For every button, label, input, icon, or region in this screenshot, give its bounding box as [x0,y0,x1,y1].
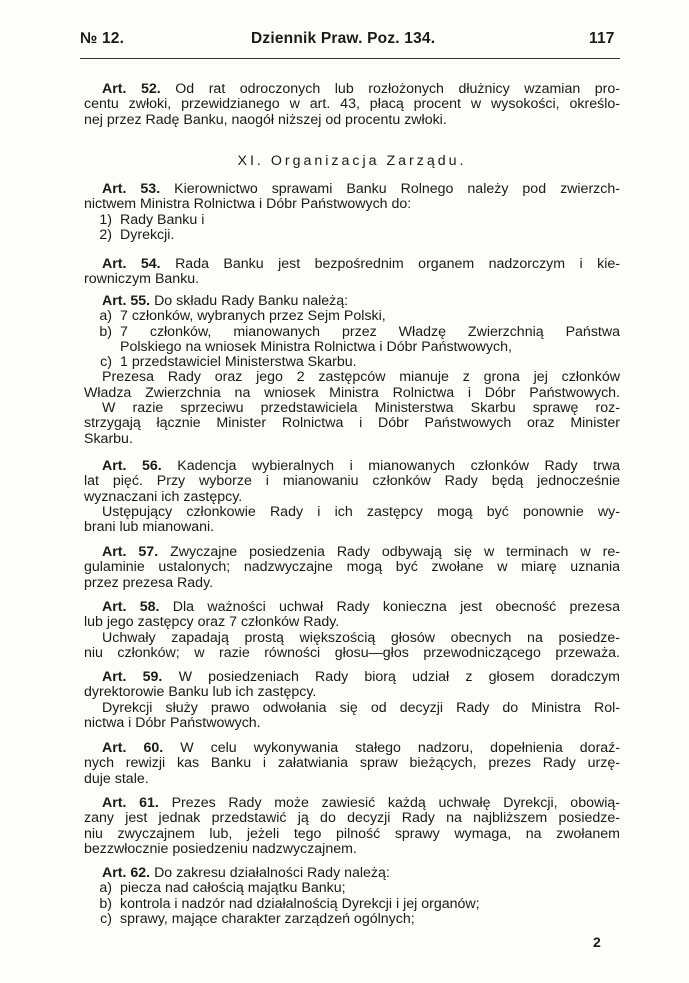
list-marker: c) [100,910,112,927]
article-text: Do składu Rady Banku należą: [154,294,349,309]
article-57 [84,545,620,591]
list-marker: c) [100,354,112,371]
article-text: nych rewizji kas Banku i załatwiania spraw bieżących, prezes Rady urzę- [84,756,620,772]
list-marker: 2) [99,226,112,243]
article-label: Art. 56. [102,459,162,474]
article-text: rowniczym Banku. [84,272,200,288]
article-text: Kierownictwo sprawami Banku Rolnego należy pod zwierzch- [174,182,620,197]
list-text: 1 przedstawiciel Ministerstwa Skarbu. [120,355,357,371]
list-text-continued: Polskiego na wniosek Ministra Rolnictwa i Dóbr Państwowych, [120,338,512,355]
article-text: W celu wykonywania stałego nadzoru, dopełnienia doraź- [180,741,620,756]
list-marker: 1) [99,211,112,228]
list-item [84,228,620,243]
article-text: lat pięć. Przy wyborze i mianowaniu członków Rady będą jednocześnie [84,474,620,490]
article-text: gulaminie ustalonych; nadzwyczajne mogą być zwołane w miarę uznania [84,560,620,576]
list-item [84,213,620,228]
article-text: Kadencja wybieralnych i mianowanych członków Rady trwa [177,459,620,474]
list-marker: a) [99,880,112,897]
list-item [84,912,620,927]
article-label: Art. 57. [102,545,159,560]
article-label: Art. 59. [102,670,163,685]
sheet-number: 2 [593,934,601,950]
list-item [84,881,620,896]
article-label: Art. 60. [102,741,164,756]
article-text: Od rat odroczonych lub rozłożonych dłużnicy wzamian pro- [175,82,620,97]
article-text: Prezesa Rady oraz jego 2 zastępców mianuje z grona jej członków [102,370,620,386]
article-text: wyznaczani ich zastępcy. [84,489,243,505]
list-item [84,309,620,324]
article-56 [84,459,620,535]
article-60 [84,741,620,787]
article-text: strzygają łącznie Minister Rolnictwa i Dóbr Państwowych oraz Minister [84,416,620,432]
article-59 [84,670,620,731]
article-text: Rada Banku jest bezpośrednim organem nadzorczym i kie- [175,257,620,272]
article-label: Art. 54. [102,257,161,272]
article-text: Do zakresu działalności Rady należą: [154,866,390,881]
article-61 [84,796,620,857]
list-marker: b) [99,895,112,912]
list-item [84,325,620,340]
list-item [84,355,620,370]
list-item [84,897,620,912]
list-text: 7 członków, mianowanych przez Władzę Zwierzchnią Państwa [120,324,620,340]
article-text: nej przez Radę Banku, naogół niższej od procentu zwłoki. [84,112,447,128]
article-text: W razie sprzeciwu przedstawiciela Ministerstwa Skarbu sprawę roz- [102,401,620,417]
list-text: Dyrekcji. [120,227,175,243]
list-text: 7 członków, wybranych przez Sejm Polski, [120,309,386,325]
article-text: przez prezesa Rady. [84,575,214,591]
article-text: Uchwały zapadają prostą większością głosów obecnych na posiedze- [102,630,620,646]
journal-title: Dziennik Praw. Poz. 134. [251,30,436,47]
article-label: Art. 55. [102,294,151,309]
page-number: 117 [589,30,615,47]
issue-number: № 12. [80,30,125,47]
article-text: Dyrekcji służy prawo odwołania się od decyzji Rady do Ministra Rol- [102,700,620,716]
article-text: Dla ważności uchwał Rady konieczna jest obecność prezesa [172,600,620,615]
list-text: piecza nad całością majątku Banku; [120,881,346,897]
list-text: Rady Banku i [120,212,205,228]
header-rule [80,58,620,59]
list-text: sprawy, mające charakter zarządzeń ogólnych; [120,911,415,927]
article-text: Władza Zwierzchnia na wniosek Ministra Rolnictwa i Dóbr Państwowych. [84,385,620,401]
article-52 [84,82,620,128]
article-54 [84,257,620,288]
article-text: nictwa i Dóbr Państwowych. [84,715,261,731]
article-text: lub jego zastępcy oraz 7 członków Rady. [84,615,340,631]
article-62 [84,866,620,927]
list-marker: b) [99,323,112,340]
article-label: Art. 61. [102,796,159,811]
article-55 [84,294,620,447]
article-text: Skarbu. [84,431,133,447]
article-label: Art. 62. [102,866,151,881]
article-53 [84,182,620,243]
article-text: duje stale. [84,771,149,787]
article-text: niu członków; w razie równości głosu—głos przewodniczącego przeważa. [84,645,620,661]
article-text: Ustępujący członkowie Rady i ich zastępcy mogą być ponownie wy- [102,504,620,520]
article-text: niu zwyczajnem lub, jeżeli tego pilność sprawy wymaga, na zwołanem [84,826,620,842]
list-marker: a) [99,308,112,325]
section-heading: XI. Organizacja Zarządu. [237,153,467,169]
article-text: Zwyczajne posiedzenia Rady odbywają się w terminach w re- [170,545,620,560]
article-text: zany jest jednak przedstawić ją do decyzji Rady na najbliższem posiedze- [84,811,620,827]
article-text: brani lub mianowani. [84,520,215,536]
article-58 [84,600,620,661]
article-text: W posiedzeniach Rady biorą udział z głosem doradczym [178,670,620,685]
article-text: Prezes Rady może zawiesić każdą uchwałę Dyrekcji, obowią- [171,796,620,811]
article-label: Art. 52. [102,82,161,97]
article-label: Art. 53. [102,182,161,197]
article-label: Art. 58. [102,600,160,615]
article-text: nictwem Ministra Rolnictwa i Dóbr Państwowych do: [84,197,412,213]
article-text: centu zwłoki, przewidzianego w art. 43, płacą procent w wysokości, określo- [84,97,620,113]
list-text: kontrola i nadzór nad działalnością Dyrekcji i jej organów; [120,896,480,912]
article-text: dyrektorowie Banku lub ich zastępcy. [84,685,317,701]
article-text: bezzwłocznie posiedzeniu nadzwyczajnem. [84,841,357,857]
